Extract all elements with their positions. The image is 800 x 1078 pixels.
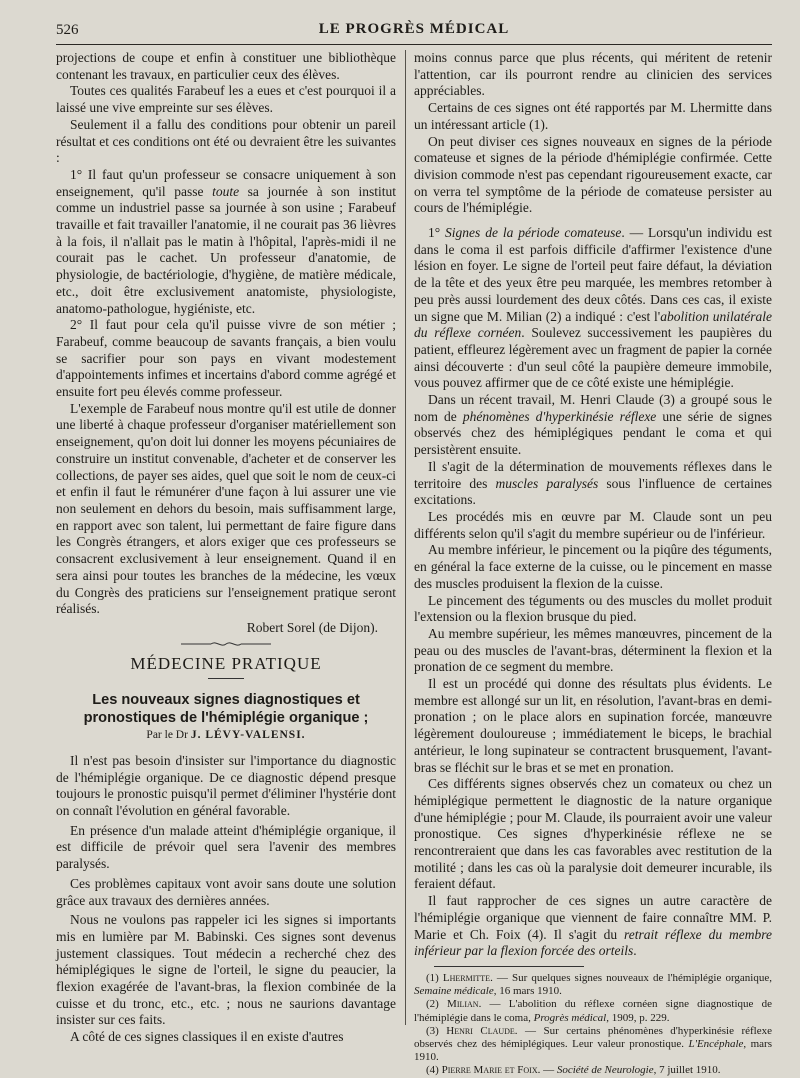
footnote-source: Société de Neurologie <box>556 1064 654 1077</box>
footnote-tail: , 1909, p. 229. <box>606 1011 670 1024</box>
ornament-divider-icon <box>181 640 271 648</box>
footnote-label: (3) Henri Claude. <box>426 1024 518 1037</box>
paragraph: Toutes ces qualités Farabeuf les a eues et c'est pourquoi il a laissé une vive empreinte sur ses élèves. <box>56 83 396 116</box>
footnote <box>414 1064 772 1077</box>
text-run: sous l'influence de certaines excitations. <box>414 475 772 508</box>
author-prefix: Par le Dr <box>146 728 191 741</box>
text-run: Dans un récent travail, M. Henri Claude (3) a groupé sous le nom de <box>414 392 772 424</box>
section-title: MÉDECINE PRATIQUE <box>130 653 322 673</box>
paragraph: Nous ne voulons pas rappeler ici les signes si importants mis en lumière par M. Babinski. Ces signes sont devenus justement classiques. Tout médecin a recherché chez des hémiplégiques le signe de l'orteil, le signe du peaucier, la flexion exagérée de l'avant-bras, la flexion combinée de la cuisse et du tronc, etc., etc. ; nous ne saurions davantage insister sur ces faits. <box>56 912 396 1028</box>
paragraph: En présence d'un malade atteint d'hémiplégie organique, il est difficile de prévoir quel sera l'avenir des membres paralysés. <box>56 822 396 872</box>
footnote-tail: , 16 mars 1910. <box>493 985 562 998</box>
emphasis: phénomènes d'hyperkinésie réflexe <box>462 408 657 424</box>
paragraph <box>414 392 772 459</box>
footnote <box>414 972 772 998</box>
footnote-text: — <box>540 1064 557 1077</box>
emphasis: Signes de la période comateuse <box>445 225 622 241</box>
paragraph: 2° Il faut pour cela qu'il puisse vivre de son métier ; Farabeuf, comme beaucoup de savants français, a bien voulu se sacrifier pour son pays en vivant modestement d'appointements infimes et incertains d'abord comme agrégé et ensuite fort peu élevés comme professeur. <box>56 317 396 400</box>
footnote-source: L'Encéphale <box>688 1037 744 1050</box>
footnote-label: (4) Pierre Marie et Foix. <box>426 1064 541 1077</box>
paragraph: Les procédés mis en œuvre par M. Claude sont un peu différents selon qu'il s'agit du membre supérieur ou de l'inférieur. <box>414 508 772 541</box>
emphasis: muscles paralysés <box>495 475 599 491</box>
text-run: sa journée à son institut comme un industriel passe sa journée à son usine ; Farabeuf travaille et fait travailler l'anatomie, il ne courait pas 36 lièvres à la fois, il n'allait pas le matin à l'hôpital, l'après-midi il ne courait pas le cachet. Un professeur d'anatomie, de physiologie, de bactériologie, d'hygiène, de matière médicale, etc., doit être exclusivement anatomiste, physiologiste, anatomo-pathologue, hygiéniste, etc. <box>56 183 397 316</box>
paragraph: Ces différents signes observés chez un comateux ou chez un hémiplégique permettent le diagnostic de la nature organique d'une hémiplégie ; pour M. Claude, ils pourraient avoir une valeur pronostique. Ces signes d'hyperkinésie réflexe ne se rencontreraient que dans les cas favorables avec restitution de la motilité ; dans les cas où la paralysie doit demeurer incurable, ils feraient défaut. <box>414 776 772 892</box>
footnote-label: (1) Lhermitte. <box>426 971 493 984</box>
footnote-text: — Sur quelques signes nouveaux de l'hémiplégie organique, <box>492 971 772 984</box>
paragraph: A côté de ces signes classiques il en existe d'autres <box>70 1029 344 1045</box>
paragraph: Le pincement des téguments ou des muscles du mollet produit l'extension ou la flexion brusque du pied. <box>414 592 772 625</box>
footnote-text: — Sur certains phénomènes d'hyperkinésie réflexe observés chez des hémiplégiques. Leur valeur pronostique. <box>414 1024 772 1050</box>
article-title: Les nouveaux signes diagnostiques et pronostiques de l'hémiplégie organique ; <box>83 691 369 726</box>
text-run: une série de signes observés chez des hémiplégiques pendant le coma et qui persistèrent ensuite. <box>414 408 773 458</box>
left-column <box>56 50 396 1046</box>
text-run: . Soulevez successivement les paupières du patient, effleurez légèrement avec un fragment de papier la cornée ainsi découverte : d'un seul côté la paupière demeure immobile, vous pouvez affirmer que de ce côté existe une hémiplégie. <box>414 325 772 391</box>
footnotes <box>414 972 772 1078</box>
author-name: J. LÉVY-VALENSI. <box>190 728 306 741</box>
footnote-label: (2) Milian. <box>426 998 482 1011</box>
text-run: 1° Il faut qu'un professeur se consacre uniquement à son enseignement, qu'il passe <box>56 166 396 199</box>
footnote-text: — L'abolition du réflexe cornéen signe diagnostique de l'hémiplégie dans le coma, <box>414 998 772 1024</box>
paragraph: projections de coupe et enfin à constituer une bibliothèque contenant les travaux, en particulier ceux des élèves. <box>56 50 396 82</box>
paragraph <box>414 459 772 509</box>
paragraph: Ces problèmes capitaux vont avoir sans doute une solution grâce aux travaux des dernières années. <box>56 875 396 908</box>
paragraph: moins connus parce que plus récents, qui méritent de retenir l'attention, car ils pourront rendre au clinicien des services appréciables. <box>414 50 772 99</box>
emphasis: toute <box>212 183 240 199</box>
journal-title: LE PROGRÈS MÉDICAL <box>318 21 510 37</box>
footnote-source: Semaine médicale <box>414 985 494 998</box>
paragraph: Seulement il a fallu des conditions pour obtenir un pareil résultat et ces conditions ont été ou devraient être les suivantes : <box>56 116 396 166</box>
text-run: . — Lorsqu'un individu est dans le coma il est parfois difficile d'affirmer l'existence d'une lésion en foyer. Le signe de l'orteil peut faire défaut, la déviation de la tête et des yeux être peu marquée, les membres retomber à peu près aussi lourdement des deux côtés. Dans ces cas, il existe un signe que M. Milian (2) a indiqué : c'est l' <box>414 225 772 324</box>
emphasis: abolition unilatérale du réflexe cornéen <box>414 308 772 341</box>
section-rule <box>208 678 244 679</box>
signature: Robert Sorel (de Dijon). <box>246 619 378 635</box>
paragraph: Il n'est pas besoin d'insister sur l'importance du diagnostic de l'hémiplégie organique. De ce diagnostic dépend presque toujours le pronostic puisqu'il permet d'éliminer l'hystérie dont on connaît l'évolution en général favorable. <box>56 752 396 819</box>
emphasis: retrait réflexe du membre inférieur par la flexion forcée des orteils <box>414 926 772 959</box>
text-run: . <box>633 943 637 959</box>
right-column <box>414 50 772 1078</box>
running-header <box>56 18 772 45</box>
paragraph <box>414 225 772 392</box>
paragraph: L'exemple de Farabeuf nous montre qu'il est utile de donner une liberté à chaque professeur d'organiser matériellement son enseignement, qu'on doit lui donner les moyens pécuniaires de construire un institut convenable, d'acheter et de conserver les collections, de payer ses aides, quel que soit le nom de ceux-ci et enfin il faut le rémunérer d'une façon à lui assurer une vie non seulement en dehors du besoin, mais suffisamment large, en rapport avec son talent, lui permettant de faire figure dans les Congrès étrangers, et alors exiger que ces professeurs se consacrent exclusivement à leur enseignement. Quand il en sera ainsi pour toutes les branches de la médecine, les vœux du Congrès des praticiens sur l'enseignement pratique seront réalisés. <box>56 400 396 617</box>
paragraph: Certains de ces signes ont été rapportés par M. Lhermitte dans un intéressant article (1). <box>414 100 772 132</box>
text-run: 1° <box>428 225 446 241</box>
footnote <box>414 998 772 1024</box>
paragraph: Il est un procédé qui donne des résultats plus évidents. Le membre est allongé sur un lit, en résolution, l'avant-bras en demi-pronation ; on le place alors en supination forcée, manœuvre légèrement douloureuse ; immédiatement le biceps, le brachial antérieur, le long supinateur se contractent brusquement, l'avant-bras se fléchit sur le bras et se met en pronation. <box>414 676 772 775</box>
article-author <box>56 729 396 741</box>
footnote-tail: , mars 1910. <box>414 1037 772 1064</box>
footnote-rule <box>434 966 584 967</box>
text-run: Il faut rapprocher de ces signes un autre caractère de l'hémiplégie organique que viennent de faire connaître MM. P. Marie et Ch. Foix (4). Il s'agit du <box>414 893 772 942</box>
text-run: Il s'agit de la détermination de mouvements réflexes dans le territoire des <box>414 458 772 491</box>
paragraph <box>56 167 396 317</box>
paragraph <box>414 893 772 960</box>
paragraph: Au membre supérieur, les mêmes manœuvres, pincement de la peau ou des muscles de l'avant-bras, déterminent la flexion et la pronation de ce segment du membre. <box>414 625 772 675</box>
footnote-source: Progrès médical <box>533 1011 607 1024</box>
paragraph: Au membre inférieur, le pincement ou la piqûre des téguments, en général la face externe de la cuisse, ou le pincement en masse des muscles produisent la flexion de la cuisse. <box>414 542 772 591</box>
footnote-tail: , 7 juillet 1910. <box>653 1064 721 1077</box>
paragraph: On peut diviser ces signes nouveaux en signes de la période comateuse et signes de la période d'hémiplégie confirmée. Cette division commode n'est pas cependant rigoureusement exacte, car on verra tel symptôme de la période de comateuse persister au cours de l'hémiplégie. <box>414 133 772 216</box>
column-divider <box>405 50 406 1025</box>
page-number: 526 <box>56 22 79 38</box>
